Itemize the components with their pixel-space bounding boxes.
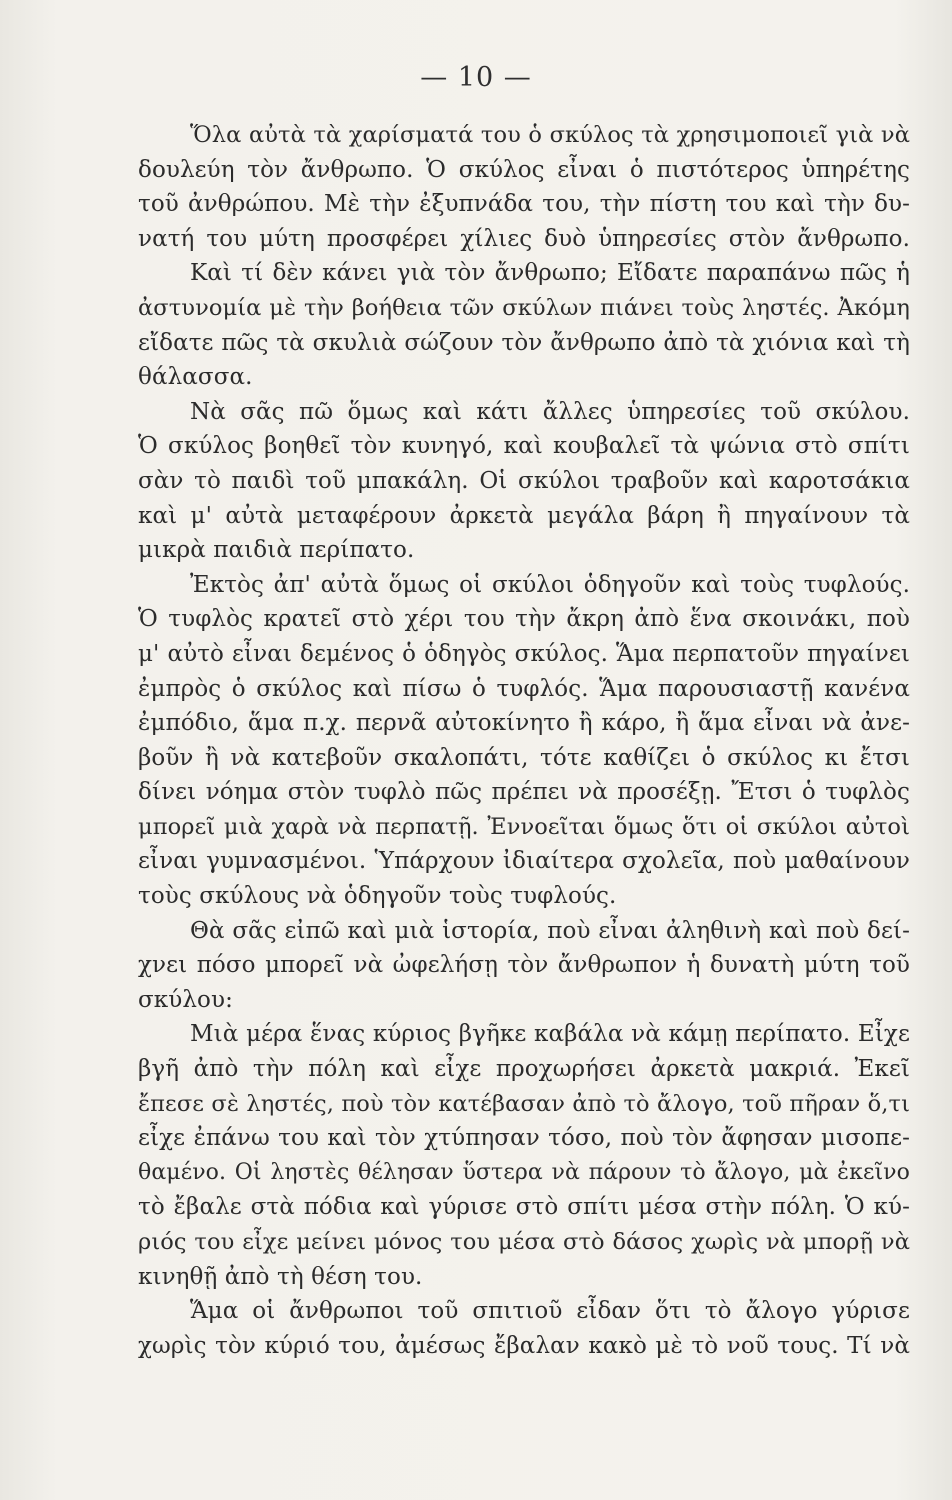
text-line: νατή του μύτη προσφέρει χίλιες δυὸ ὑπηρεσίες στὸν ἄνθρωπο. — [138, 225, 910, 252]
text-line: τοῦ ἀνθρώπου. Μὲ τὴν ἐξυπνάδα του, τὴν πίστη του καὶ τὴν δυ- — [138, 191, 910, 218]
text-line: θάλασσα. — [138, 364, 253, 391]
text-line: ἔπεσε σὲ ληστές, ποὺ τὸν κατέβασαν ἀπὸ τὸ ἄλογο, τοῦ πῆραν ὅ,τι — [138, 1090, 910, 1117]
text-line: Μιὰ μέρα ἕνας κύριος βγῆκε καβάλα νὰ κάμῃ περίπατο. Εἶχε — [190, 1021, 910, 1048]
text-line: σκύλου: — [138, 986, 233, 1013]
text-line: ἀστυνομία μὲ τὴν βοήθεια τῶν σκύλων πιάνει τοὺς ληστές. Ἀκόμη — [138, 294, 910, 321]
text-line: μ' αὐτὸ εἶναι δεμένος ὁ ὁδηγὸς σκύλος. Ἅμα περπατοῦν πηγαίνει — [138, 640, 910, 667]
text-line: Νὰ σᾶς πῶ ὅμως καὶ κάτι ἄλλες ὑπηρεσίες τοῦ σκύλου. — [190, 398, 910, 425]
text-line: εἶχε ἐπάνω του καὶ τὸν χτύπησαν τόσο, ποὺ τὸν ἄφησαν μισοπε- — [138, 1125, 910, 1152]
text-line: δουλεύη τὸν ἄνθρωπο. Ὁ σκύλος εἶναι ὁ πιστότερος ὑπηρέτης — [138, 156, 910, 183]
text-line: τὸ ἔβαλε στὰ πόδια καὶ γύρισε στὸ σπίτι μέσα στὴν πόλη. Ὁ κύ- — [138, 1194, 910, 1221]
text-line: χνει πόσο μπορεῖ νὰ ὠφελήσῃ τὸν ἄνθρωπον ἡ δυνατὴ μύτη τοῦ — [138, 952, 910, 979]
text-line: εἴδατε πῶς τὰ σκυλιὰ σώζουν τὸν ἄνθρωπο ἀπὸ τὰ χιόνια καὶ τὴ — [138, 329, 910, 356]
text-line: θαμένο. Οἱ ληστὲς θέλησαν ὕστερα νὰ πάρουν τὸ ἄλογο, μὰ ἐκεῖνο — [138, 1159, 910, 1185]
body-text — [138, 118, 910, 1363]
text-line: ριός του εἶχε μείνει μόνος του μέσα στὸ δάσος χωρὶς νὰ μπορῇ νὰ — [138, 1229, 910, 1255]
text-line: καὶ μ' αὐτὰ μεταφέρουν ἀρκετὰ μεγάλα βάρη ἢ πηγαίνουν τὰ — [138, 502, 910, 529]
text-line: Θὰ σᾶς εἰπῶ καὶ μιὰ ἱστορία, ποὺ εἶναι ἀληθινὴ καὶ ποὺ δεί- — [190, 917, 910, 944]
text-line: βγῆ ἀπὸ τὴν πόλη καὶ εἶχε προχωρήσει ἀρκετὰ μακριά. Ἐκεῖ — [138, 1056, 910, 1083]
text-line: Ὁ τυφλὸς κρατεῖ στὸ χέρι του τὴν ἄκρη ἀπὸ ἕνα σκοινάκι, ποὺ — [138, 606, 910, 633]
text-line: Ἐκτὸς ἀπ' αὐτὰ ὅμως οἱ σκύλοι ὁδηγοῦν καὶ τοὺς τυφλούς. — [190, 571, 910, 598]
text-line: μπορεῖ μιὰ χαρὰ νὰ περπατῇ. Ἐννοεῖται ὅμως ὅτι οἱ σκύλοι αὐτοὶ — [138, 813, 910, 840]
text-line: ἐμπρὸς ὁ σκύλος καὶ πίσω ὁ τυφλός. Ἅμα παρουσιαστῇ κανένα — [138, 675, 910, 702]
text-line: βοῦν ἢ νὰ κατεβοῦν σκαλοπάτι, τότε καθίζει ὁ σκύλος κι ἔτσι — [138, 744, 910, 771]
text-line: Ὅλα αὐτὰ τὰ χαρίσματά του ὁ σκύλος τὰ χρησιμοποιεῖ γιὰ νὰ — [190, 122, 910, 148]
text-line: δίνει νόημα στὸν τυφλὸ πῶς πρέπει νὰ προσέξῃ. Ἔτσι ὁ τυφλὸς — [138, 779, 910, 806]
text-line: Καὶ τί δὲν κάνει γιὰ τὸν ἄνθρωπο; Εἴδατε παραπάνω πῶς ἡ — [190, 260, 910, 287]
text-line: εἶναι γυμνασμένοι. Ὑπάρχουν ἰδιαίτερα σχολεῖα, ποὺ μαθαίνουν — [138, 848, 910, 875]
text-line: κινηθῇ ἀπὸ τὴ θέση του. — [138, 1263, 423, 1290]
text-line: μικρὰ παιδιὰ περίπατο. — [138, 537, 415, 564]
text-line: ἐμπόδιο, ἅμα π.χ. περνᾶ αὐτοκίνητο ἢ κάρο, ἢ ἅμα εἶναι νὰ ἀνε- — [138, 710, 910, 737]
text-line: Ὁ σκύλος βοηθεῖ τὸν κυνηγό, καὶ κουβαλεῖ τὰ ψώνια στὸ σπίτι — [138, 433, 910, 460]
text-line: τοὺς σκύλους νὰ ὁδηγοῦν τοὺς τυφλούς. — [138, 883, 617, 910]
text-line: Ἅμα οἱ ἄνθρωποι τοῦ σπιτιοῦ εἶδαν ὅτι τὸ ἄλογο γύρισε — [190, 1298, 910, 1325]
text-line: χωρὶς τὸν κύριό του, ἀμέσως ἔβαλαν κακὸ μὲ τὸ νοῦ τους. Τί νὰ — [138, 1332, 910, 1359]
page-number: — 10 — — [420, 62, 532, 93]
text-line: σὰν τὸ παιδὶ τοῦ μπακάλη. Οἱ σκύλοι τραβοῦν καὶ καροτσάκια — [138, 467, 910, 494]
